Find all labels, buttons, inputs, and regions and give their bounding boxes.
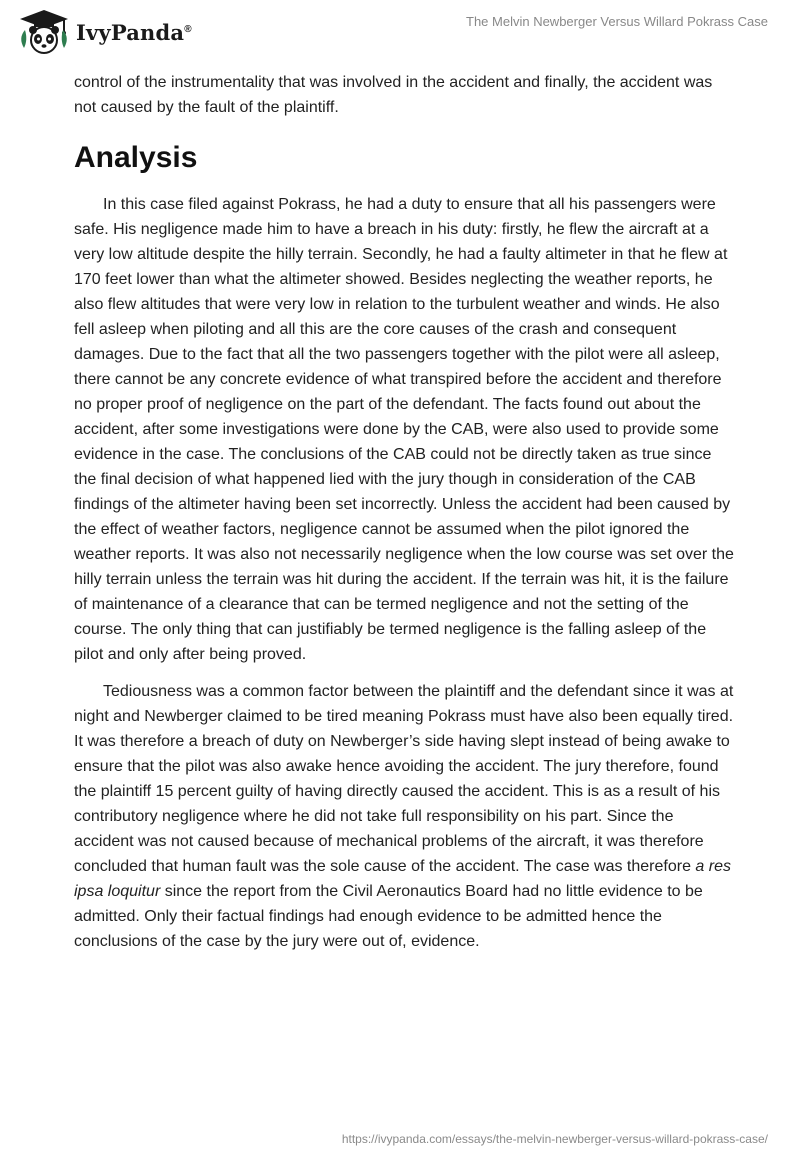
brand-logo[interactable] <box>16 8 192 56</box>
paragraph-2-text-before: Tediousness was a common factor between the plaintiff and the defendant since it was at night and Newberger claimed to be tired meaning Pokrass must have also been equally tired. It was therefore a breach of duty on Newberger’s side having slept instead of being awake to ensure that the pilot was also awake hence avoiding the accident. The jury therefore, found the plaintiff 15 percent guilty of having directly caused the accident. This is as a result of his contributory negligence where he did not take full responsibility on his part. Since the accident was not caused because of mechanical problems of the aircraft, it was therefore concluded that human fault was the sole cause of the accident. The case was therefore <box>74 683 734 875</box>
document-title: The Melvin Newberger Versus Willard Pokrass Case <box>466 14 768 29</box>
brand-name <box>76 20 192 45</box>
paragraph-2-italic-term: a res ipsa loquitur <box>74 858 731 900</box>
panda-graduate-icon <box>16 8 72 56</box>
brand-name-text: IvyPanda <box>76 19 185 45</box>
paragraph-2-text-after: since the report from the Civil Aeronautics Board had no little evidence to be admitted. Only their factual findings had enough evidence to be admitted hence the conclusions of the case by the jury were out of, evidence. <box>74 883 703 950</box>
analysis-paragraph-1: In this case filed against Pokrass, he had a duty to ensure that all his passengers were safe. His negligence made him to have a breach in his duty: firstly, he flew the aircraft at a very low altitude despite the hilly terrain. Secondly, he had a faulty altimeter in that he flew at 170 feet lower than what the altimeter showed. Besides neglecting the weather reports, he also flew altitudes that were very low in relation to the turbulent weather and winds. He also fell asleep when piloting and all this are the core causes of the crash and consequent damages. Due to the fact that all the two passengers together with the pilot were all asleep, there cannot be any concrete evidence of what transpired before the accident and therefore no proper proof of negligence on the part of the defendant. The facts found out about the accident, after some investigations were done by the CAB, were also used to provide some evidence in the case. The conclusions of the CAB could not be directly taken as true since the final decision of what happened lied with the jury though in consideration of the CAB findings of the altimeter having been set incorrectly. Unless the accident had been caused by the effect of weather factors, negligence cannot be assumed when the pilot ignored the weather reports. It was also not necessarily negligence when the low course was set over the hilly terrain unless the terrain was hit during the accident. If the terrain was hit, it is the failure of maintenance of a clearance that can be termed negligence and not the setting of the course. The only thing that can justifiably be termed negligence is the falling asleep of the pilot and only after being proved. <box>74 196 734 663</box>
analysis-paragraph-2 <box>74 679 734 954</box>
section-heading: Analysis <box>74 141 198 174</box>
registered-mark: ® <box>184 23 192 35</box>
intro-paragraph: control of the instrumentality that was involved in the accident and finally, the accident was not caused by the fault of the plaintiff. <box>74 74 713 116</box>
source-url[interactable]: https://ivypanda.com/essays/the-melvin-newberger-versus-willard-pokrass-case/ <box>341 1132 768 1146</box>
essay-body <box>74 70 734 966</box>
page-header <box>0 0 800 60</box>
